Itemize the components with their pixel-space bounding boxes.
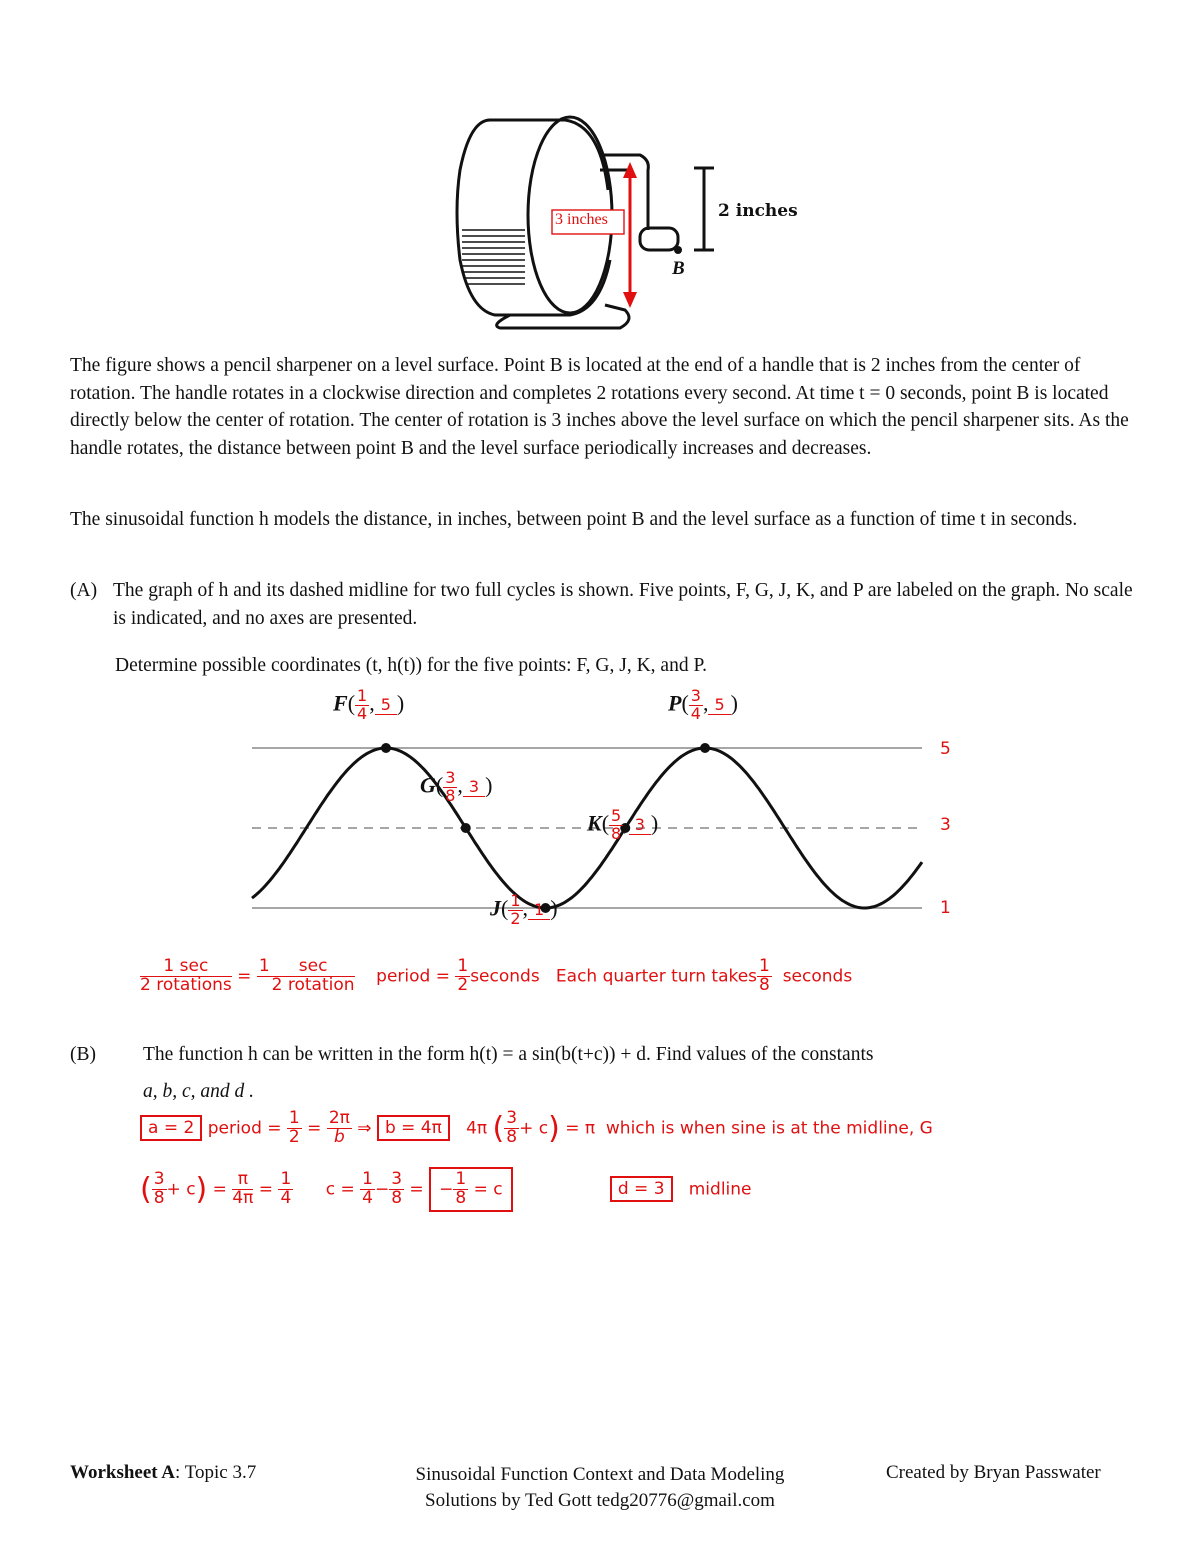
part-b-work-line1: a = 2 period = $\frac{1}{2}$ = $\frac{2\pi}{b}$ ⇒ b = 4π 4π ( $\frac{3}{8}$ + c) = π which is when sine is at the midline, G bbox=[140, 1110, 933, 1147]
footer-left: Worksheet A: Topic 3.7 bbox=[70, 1462, 257, 1483]
footer-center: Sinusoidal Function Context and Data Modeling Solutions by Ted Gott tedg20776@gmail.com bbox=[415, 1464, 785, 1511]
handle-length-label: 2 inches bbox=[718, 201, 798, 221]
part-b-work-line2: ( $\frac{3}{8}$ + c) = $\frac{\pi}{4\pi}$ = $\frac{1}{4}$ c = $\frac{1}{4}$ − $\frac{3}{8}$ = − $\frac{1}{8}$ = c d = 3 midline bbox=[140, 1167, 752, 1212]
point-p-label: P( $\frac{3}{4}$ , 5 ) bbox=[668, 686, 738, 723]
part-a-prompt: Determine possible coordinates (t, h(t)) for the five points: F, G, J, K, and P. bbox=[115, 655, 707, 676]
point-b-label: B bbox=[672, 258, 685, 279]
max-level-label: 5 bbox=[940, 739, 951, 759]
function-description: The sinusoidal function h models the distance, in inches, between point B and the level surface as a function of time t in seconds. bbox=[70, 509, 1078, 530]
mid-level-label: 3 bbox=[940, 815, 951, 835]
intro-paragraph: The figure shows a pencil sharpener on a level surface. Point B is located at the end of a handle that is 2 inches from the center of rotation. The handle rotates in a clockwise direction and completes 2 rotations every second. At time t = 0 seconds, point B is located directly below the center of rotation. The center of rotation is 3 inches above the level surface on which the pencil sharpener sits. As the handle rotates, the distance between point B and the level surface periodically increases and decreases. bbox=[70, 355, 1129, 459]
point-k-label: K( $\frac{5}{8}$ , 3 ) bbox=[587, 806, 659, 843]
min-level-label: 1 bbox=[940, 898, 951, 918]
point-p-dot bbox=[700, 743, 710, 753]
part-a-text: The graph of h and its dashed midline for two full cycles is shown. Five points, F, G, J, K, and P are labeled on the graph. No scale is indicated, and no axes are presented. bbox=[113, 580, 1133, 629]
b-answer-box: b = 4π bbox=[377, 1115, 450, 1141]
period-work: $\frac{1 \sec}{\text{2 rotations}}$ = 1 $\frac{\sec}{\text{2 rotation}}$ period = $\frac{1}{2}$ seconds Each quarter turn takes $\frac{1}{8}$ seconds bbox=[140, 956, 853, 995]
part-a-label: (A) bbox=[70, 580, 98, 601]
point-f-label: F( $\frac{1}{4}$ , 5 ) bbox=[333, 686, 405, 723]
c-answer-box: − $\frac{1}{8}$ = c bbox=[429, 1167, 512, 1212]
point-f-dot bbox=[381, 743, 391, 753]
point-g-dot bbox=[461, 823, 471, 833]
part-b-text: The function h can be written in the form h(t) = a sin(b(t+c)) + d. Find values of the constants bbox=[143, 1044, 874, 1065]
a-answer-box: a = 2 bbox=[140, 1115, 202, 1141]
point-g-label: G( $\frac{3}{8}$ , 3 ) bbox=[420, 768, 493, 805]
part-b-label: (B) bbox=[70, 1044, 96, 1065]
d-answer-box: d = 3 bbox=[610, 1176, 673, 1202]
height-label: 3 inches bbox=[555, 211, 608, 228]
footer-right: Created by Bryan Passwater bbox=[886, 1462, 1101, 1483]
pencil-sharpener-figure bbox=[450, 110, 810, 335]
part-b-constants: a, b, c, and d . bbox=[143, 1081, 255, 1102]
point-j-label: J( $\frac{1}{2}$ , 1 ) bbox=[490, 891, 558, 928]
